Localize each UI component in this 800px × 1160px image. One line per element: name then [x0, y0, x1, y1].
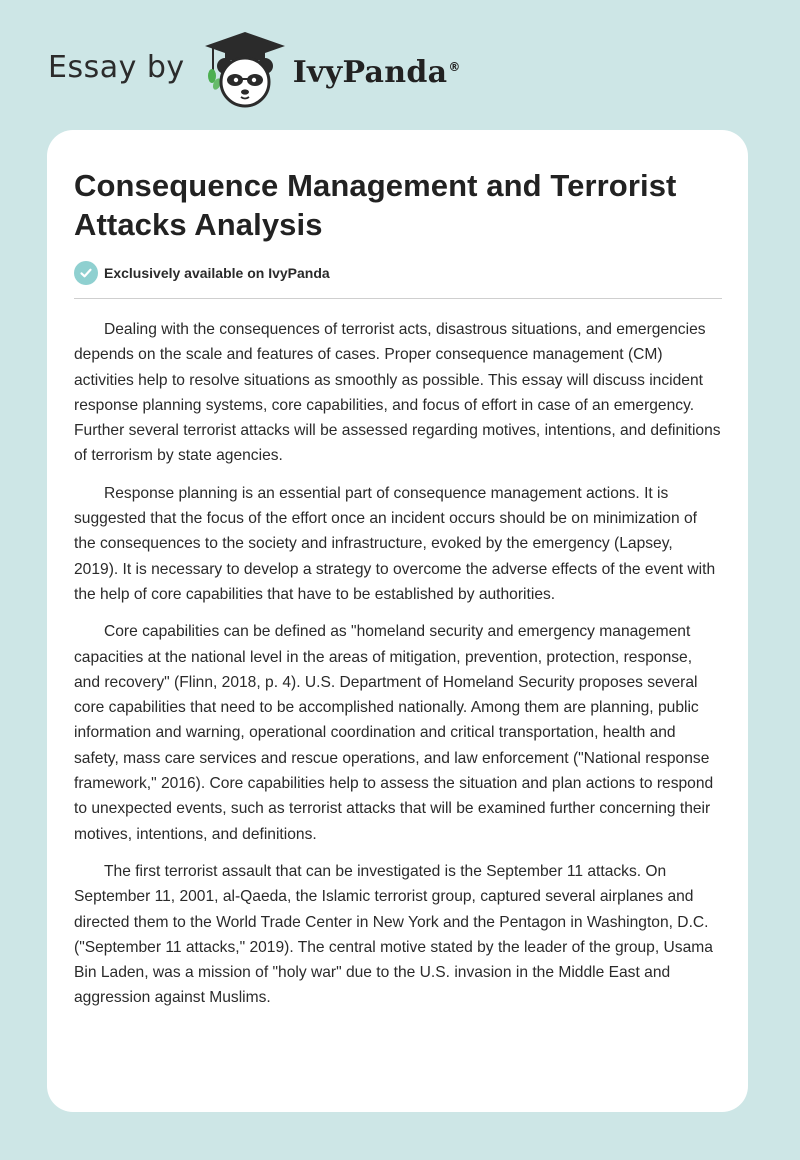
- registered-mark: ®: [448, 59, 461, 74]
- brand-name[interactable]: [293, 55, 461, 90]
- paragraph: The first terrorist assault that can be investigated is the September 11 attacks. On September 11, 2001, al-Qaeda, the Islamic terrorist group, captured several airplanes and directed them to the World Trade Center in New York and the Pentagon in Washington, D.C. ("September 11 attacks," 2019). The central motive stated by the leader of the group, Usama Bin Laden, was a mission of "holy war" due to the U.S. invasion in the Middle East and aggression against Muslims.: [74, 862, 713, 1007]
- badge-text: Exclusively available on IvyPanda: [104, 265, 330, 281]
- brand-prefix: Essay by: [48, 49, 185, 85]
- check-circle-icon: [74, 261, 98, 285]
- essay-body: [74, 317, 721, 1011]
- paragraph: Core capabilities can be defined as "homeland security and emergency management capacities at the national level in the areas of mitigation, prevention, protection, response, and recovery" (Flinn, 2018, p. 4). U.S. Department of Homeland Security proposes several core capabilities that need to be accomplished nationally. Among them are planning, public information and warning, operational coordination and critical transportation, health and safety, mass care services and rescue operations, and law enforcement ("National response framework," 2016). Core capabilities help to assess the situation and plan actions to respond to unexpected events, such as terrorist attacks that will be examined further concerning their motives, intentions, and definitions.: [74, 623, 714, 843]
- paragraph: Response planning is an essential part of consequence management actions. It is suggested that the focus of the effort once an incident occurs should be on minimization of the consequences to the society and infrastructure, evoked by the emergency (Lapsey, 2019). It is necessary to develop a strategy to overcome the adverse effects of the event with the help of core capabilities that have to be established by authorities.: [74, 484, 716, 603]
- page-title: Consequence Management and Terrorist Attacks Analysis: [74, 168, 677, 242]
- exclusive-badge: [74, 261, 721, 285]
- paragraph: Dealing with the consequences of terrorist acts, disastrous situations, and emergencies depends on the scale and features of cases. Proper consequence management (CM) activities help to resolve situations as smoothly as possible. This essay will discuss incident response planning systems, core capabilities, and focus of effort in case of an emergency. Further several terrorist attacks will be assessed regarding motives, intentions, and definitions of terrorism by state agencies.: [74, 321, 721, 465]
- essay-card: [47, 130, 748, 1112]
- divider: [74, 298, 722, 299]
- site-header: [48, 30, 461, 110]
- panda-graduate-logo-icon[interactable]: [203, 30, 287, 110]
- brand-name-text: IvyPanda: [292, 54, 448, 90]
